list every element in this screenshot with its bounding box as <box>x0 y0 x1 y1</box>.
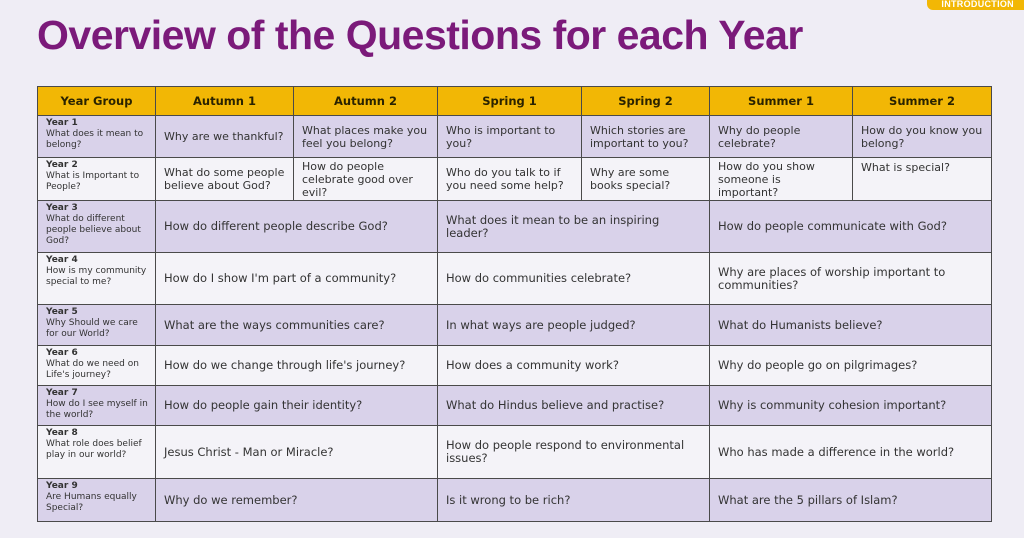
unit-question: What places make you feel you belong? <box>294 116 438 158</box>
header-autumn-2: Autumn 2 <box>294 87 438 116</box>
year-label: Year 4 <box>46 255 78 265</box>
header-spring-1: Spring 1 <box>438 87 582 116</box>
header-row <box>38 87 992 116</box>
unit-question: Is it wrong to be rich? <box>438 479 710 522</box>
unit-question: Why do we remember? <box>156 479 438 522</box>
year-question: What does it mean to belong? <box>46 129 144 150</box>
header-autumn-1: Autumn 1 <box>156 87 294 116</box>
table-row <box>38 346 992 386</box>
year-group-cell <box>38 116 156 158</box>
year-label: Year 6 <box>46 348 78 358</box>
year-label: Year 5 <box>46 307 78 317</box>
year-label: Year 7 <box>46 388 78 398</box>
unit-question: How do you show someone is important? <box>710 158 853 201</box>
unit-question: How do people gain their identity? <box>156 386 438 426</box>
unit-question: Why is community cohesion important? <box>710 386 992 426</box>
unit-question: Why are places of worship important to communities? <box>710 253 992 305</box>
header-spring-2: Spring 2 <box>582 87 710 116</box>
unit-question: How do people respond to environmental issues? <box>438 426 710 479</box>
unit-question: How does a community work? <box>438 346 710 386</box>
year-group-cell <box>38 305 156 346</box>
unit-question: How do you know you belong? <box>853 116 992 158</box>
unit-question: Who has made a difference in the world? <box>710 426 992 479</box>
year-question: What is Important to People? <box>46 171 140 192</box>
year-group-cell <box>38 158 156 201</box>
year-question: What role does belief play in our world? <box>46 439 142 460</box>
header-summer-1: Summer 1 <box>710 87 853 116</box>
year-group-cell <box>38 346 156 386</box>
unit-question: How do I show I'm part of a community? <box>156 253 438 305</box>
year-group-cell <box>38 426 156 479</box>
unit-question: What are the 5 pillars of Islam? <box>710 479 992 522</box>
year-group-cell <box>38 201 156 253</box>
year-label: Year 1 <box>46 118 78 128</box>
table-row <box>38 253 992 305</box>
year-group-cell <box>38 479 156 522</box>
unit-question: Who is important to you? <box>438 116 582 158</box>
year-question: How is my community special to me? <box>46 266 147 287</box>
section-tag: INTRODUCTION <box>927 0 1024 10</box>
unit-question: How do different people describe God? <box>156 201 438 253</box>
unit-question: Jesus Christ - Man or Miracle? <box>156 426 438 479</box>
table-row <box>38 158 992 201</box>
year-question: What do different people believe about God? <box>46 214 141 246</box>
year-question: How do I see myself in the world? <box>46 399 148 420</box>
overview-table <box>37 86 992 522</box>
year-question: Are Humans equally Special? <box>46 492 137 513</box>
year-label: Year 2 <box>46 160 78 170</box>
year-group-cell <box>38 253 156 305</box>
unit-question: What do Hindus believe and practise? <box>438 386 710 426</box>
unit-question: In what ways are people judged? <box>438 305 710 346</box>
unit-question: Which stories are important to you? <box>582 116 710 158</box>
unit-question: How do people celebrate good over evil? <box>294 158 438 201</box>
table-row <box>38 201 992 253</box>
unit-question: Why do people go on pilgrimages? <box>710 346 992 386</box>
year-question: Why Should we care for our World? <box>46 318 138 339</box>
unit-question: How do we change through life's journey? <box>156 346 438 386</box>
unit-question: What is special? <box>853 158 992 201</box>
unit-question: How do communities celebrate? <box>438 253 710 305</box>
unit-question: Why are some books special? <box>582 158 710 201</box>
header-year-group: Year Group <box>38 87 156 116</box>
unit-question: Who do you talk to if you need some help? <box>438 158 582 201</box>
unit-question: What are the ways communities care? <box>156 305 438 346</box>
year-label: Year 3 <box>46 203 78 213</box>
table-row <box>38 479 992 522</box>
table-row <box>38 305 992 346</box>
unit-question: How do people communicate with God? <box>710 201 992 253</box>
table-row <box>38 426 992 479</box>
unit-question: What does it mean to be an inspiring leader? <box>438 201 710 253</box>
header-summer-2: Summer 2 <box>853 87 992 116</box>
year-question: What do we need on Life's journey? <box>46 359 139 380</box>
unit-question: What do some people believe about God? <box>156 158 294 201</box>
unit-question: Why are we thankful? <box>156 116 294 158</box>
year-label: Year 8 <box>46 428 78 438</box>
page-title: Overview of the Questions for each Year <box>37 12 803 58</box>
unit-question: Why do people celebrate? <box>710 116 853 158</box>
table-row <box>38 386 992 426</box>
year-label: Year 9 <box>46 481 78 491</box>
year-group-cell <box>38 386 156 426</box>
unit-question: What do Humanists believe? <box>710 305 992 346</box>
table-row <box>38 116 992 158</box>
